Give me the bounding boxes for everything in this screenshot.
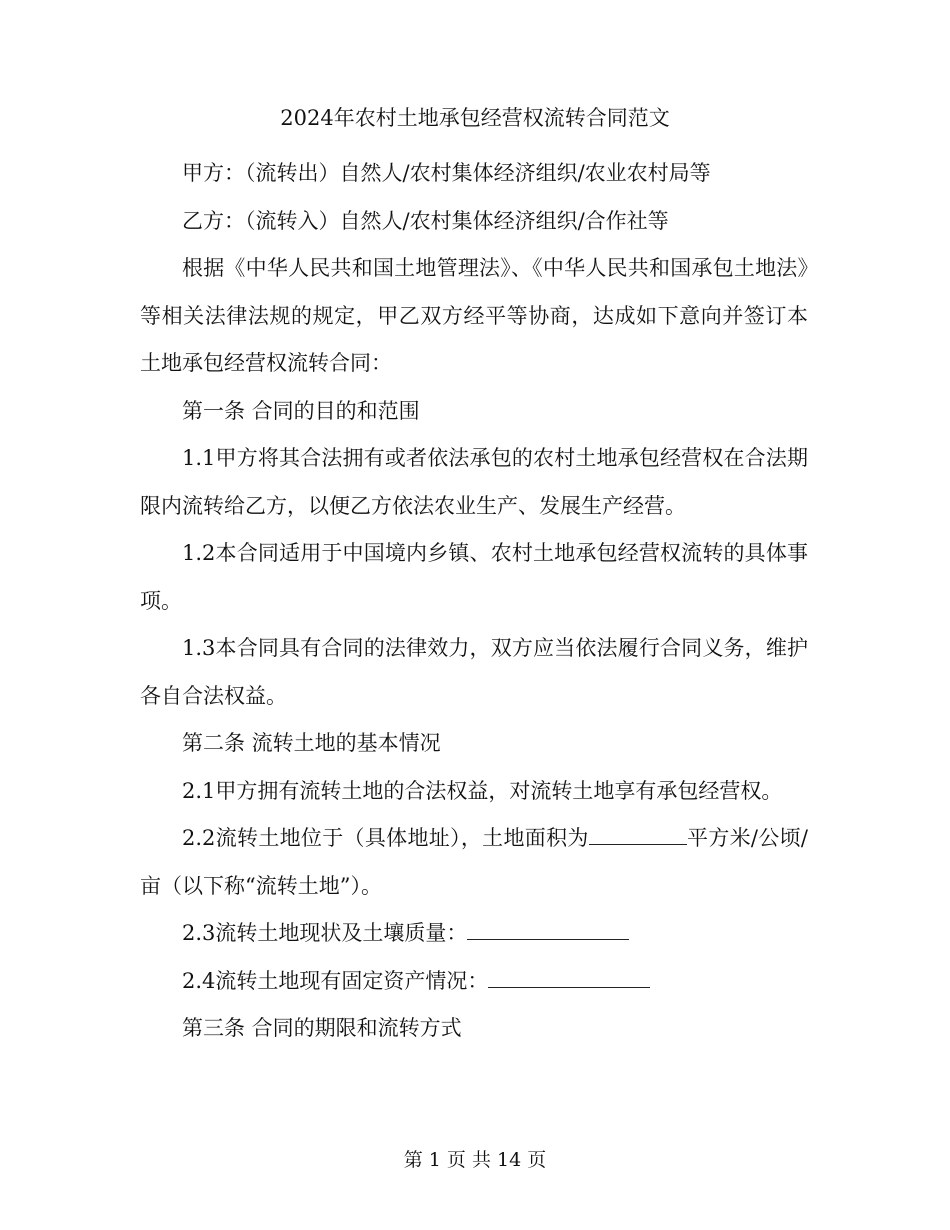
soil-quality-blank	[467, 921, 629, 940]
clause-2-3-text: 2.3流转土地现状及土壤质量：	[182, 921, 468, 945]
clause-2-4	[140, 958, 808, 1006]
article-1-heading: 第一条 合同的目的和范围	[182, 398, 420, 423]
article-2-heading: 第二条 流转土地的基本情况	[182, 731, 441, 755]
fixed-assets-blank	[488, 969, 650, 988]
clause-2-4-text: 2.4流转土地现有固定资产情况：	[182, 968, 489, 993]
clause-1-2: 1.2本合同适用于中国境内乡镇、农村土地承包经营权流转的具体事项。	[140, 541, 808, 613]
clause-1-3: 1.3本合同具有合同的法律效力，双方应当依法履行合同义务，维护各自合法权益。	[140, 636, 808, 708]
clause-1-1: 1.1甲方将其合法拥有或者依法承包的农村土地承包经营权在合法期限内流转给乙方，以便乙方依法农业生产、发展生产经营。	[140, 446, 808, 518]
preamble-paragraph: 根据《中华人民共和国土地管理法》、《中华人民共和国承包土地法》等相关法律法规的规定，甲乙双方经平等协商，达成如下意向并签订本土地承包经营权流转合同：	[140, 256, 808, 375]
article-3-heading: 第三条 合同的期限和流转方式	[182, 1016, 462, 1040]
page-number: 第 1 页 共 14 页	[403, 1149, 547, 1171]
clause-2-1: 2.1甲方拥有流转土地的合法权益，对流转土地享有承包经营权。	[182, 778, 783, 803]
clause-2-3	[140, 910, 808, 958]
clause-2-2-before: 2.2流转土地位于（具体地址），土地面积为	[182, 826, 589, 850]
party-a-line: 甲方：（流转出）自然人/农村集体经济组织/农业农村局等	[182, 161, 711, 185]
document-title: 2024年农村土地承包经营权流转合同范文	[280, 106, 670, 130]
clause-2-2-after: 平方米/公顷/亩（以下称“流转土地”）。	[140, 826, 808, 898]
document-body	[140, 150, 808, 1053]
clause-2-2	[140, 815, 808, 910]
party-b-line: 乙方：（流转入）自然人/农村集体经济组织/合作社等	[182, 208, 669, 233]
land-area-blank	[589, 826, 687, 845]
